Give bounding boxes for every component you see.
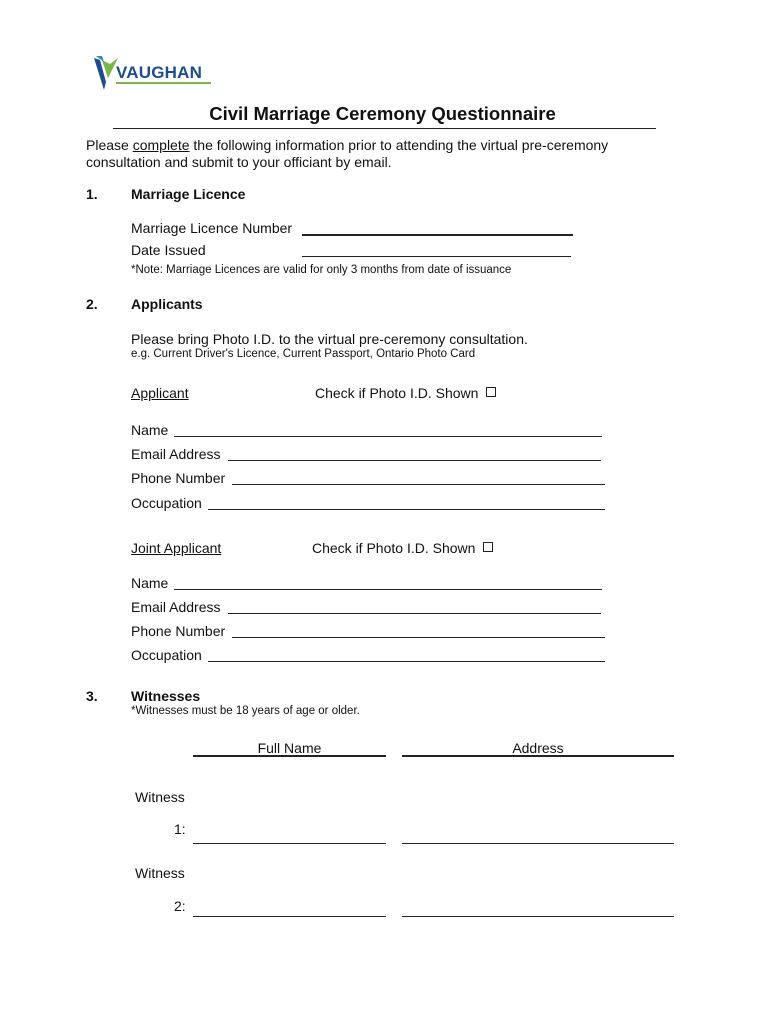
licence-number-label: Marriage Licence Number: [131, 220, 293, 236]
joint-email-label: Email Address: [131, 599, 221, 615]
section1-number: 1.: [86, 186, 98, 202]
applicant-occupation-field[interactable]: [208, 509, 605, 510]
witness-address-header-rule: [402, 755, 674, 757]
joint-applicant-photo-id-checkbox[interactable]: [483, 542, 493, 552]
witness2-number: 2:: [174, 898, 186, 914]
joint-applicant-heading: Joint Applicant: [131, 540, 222, 556]
applicant-phone-label: Phone Number: [131, 470, 226, 486]
intro-text-post: the following information prior to attending the virtual pre-ceremony: [189, 137, 609, 153]
witness-address-header: Address: [512, 740, 564, 756]
joint-occupation-field[interactable]: [208, 661, 605, 662]
section3-number: 3.: [86, 688, 98, 704]
witness1-number: 1:: [174, 821, 186, 837]
applicant-heading: Applicant: [131, 385, 189, 401]
date-issued-label: Date Issued: [131, 242, 206, 258]
witness-age-note: *Witnesses must be 18 years of age or older.: [131, 705, 360, 717]
section3-heading: Witnesses: [131, 688, 201, 704]
section2-number: 2.: [86, 296, 98, 312]
intro-complete-link[interactable]: complete: [132, 137, 190, 153]
page-title: Civil Marriage Ceremony Questionnaire: [209, 103, 556, 124]
logo-underline: [116, 82, 211, 84]
witness-full-name-header-rule: [193, 755, 386, 757]
applicant-check-label: Check if Photo I.D. Shown: [315, 385, 479, 401]
vaughan-logo: [92, 54, 222, 94]
joint-name-field[interactable]: [174, 589, 602, 590]
witness1-name-field[interactable]: [193, 843, 386, 844]
applicant-phone-field[interactable]: [232, 484, 605, 485]
applicant-email-label: Email Address: [131, 446, 221, 462]
joint-applicant-photo-id-check[interactable]: [312, 540, 493, 556]
joint-name-label: Name: [131, 575, 169, 591]
photo-id-instruction: Please bring Photo I.D. to the virtual pre-ceremony consultation.: [131, 331, 528, 347]
witness1-address-field[interactable]: [402, 843, 674, 844]
joint-occupation-label: Occupation: [131, 647, 202, 663]
applicant-photo-id-check[interactable]: [315, 385, 496, 401]
section2-heading: Applicants: [131, 296, 203, 312]
witness2-label: Witness: [135, 865, 185, 881]
licence-number-field[interactable]: [302, 234, 573, 236]
licence-note: *Note: Marriage Licences are valid for only 3 months from date of issuance: [131, 264, 512, 276]
section1-heading: Marriage Licence: [131, 186, 246, 202]
joint-phone-field[interactable]: [232, 637, 605, 638]
intro-text-line2: consultation and submit to your officiant by email.: [86, 154, 392, 170]
witness-full-name-header: Full Name: [257, 740, 322, 756]
applicant-email-field[interactable]: [228, 460, 601, 461]
witness2-name-field[interactable]: [193, 916, 386, 917]
applicant-name-field[interactable]: [174, 436, 602, 437]
intro-paragraph: [86, 137, 686, 171]
witness1-label: Witness: [135, 789, 185, 805]
applicant-photo-id-checkbox[interactable]: [486, 387, 496, 397]
intro-text-pre: Please: [86, 137, 133, 153]
date-issued-field[interactable]: [302, 256, 571, 257]
title-rule: [113, 128, 656, 129]
joint-applicant-check-label: Check if Photo I.D. Shown: [312, 540, 476, 556]
photo-id-examples: e.g. Current Driver's Licence, Current Passport, Ontario Photo Card: [131, 348, 476, 360]
logo-text: VAUGHAN: [116, 63, 203, 82]
applicant-name-label: Name: [131, 422, 169, 438]
joint-email-field[interactable]: [228, 613, 601, 614]
joint-phone-label: Phone Number: [131, 623, 226, 639]
applicant-occupation-label: Occupation: [131, 495, 202, 511]
witness2-address-field[interactable]: [402, 916, 674, 917]
